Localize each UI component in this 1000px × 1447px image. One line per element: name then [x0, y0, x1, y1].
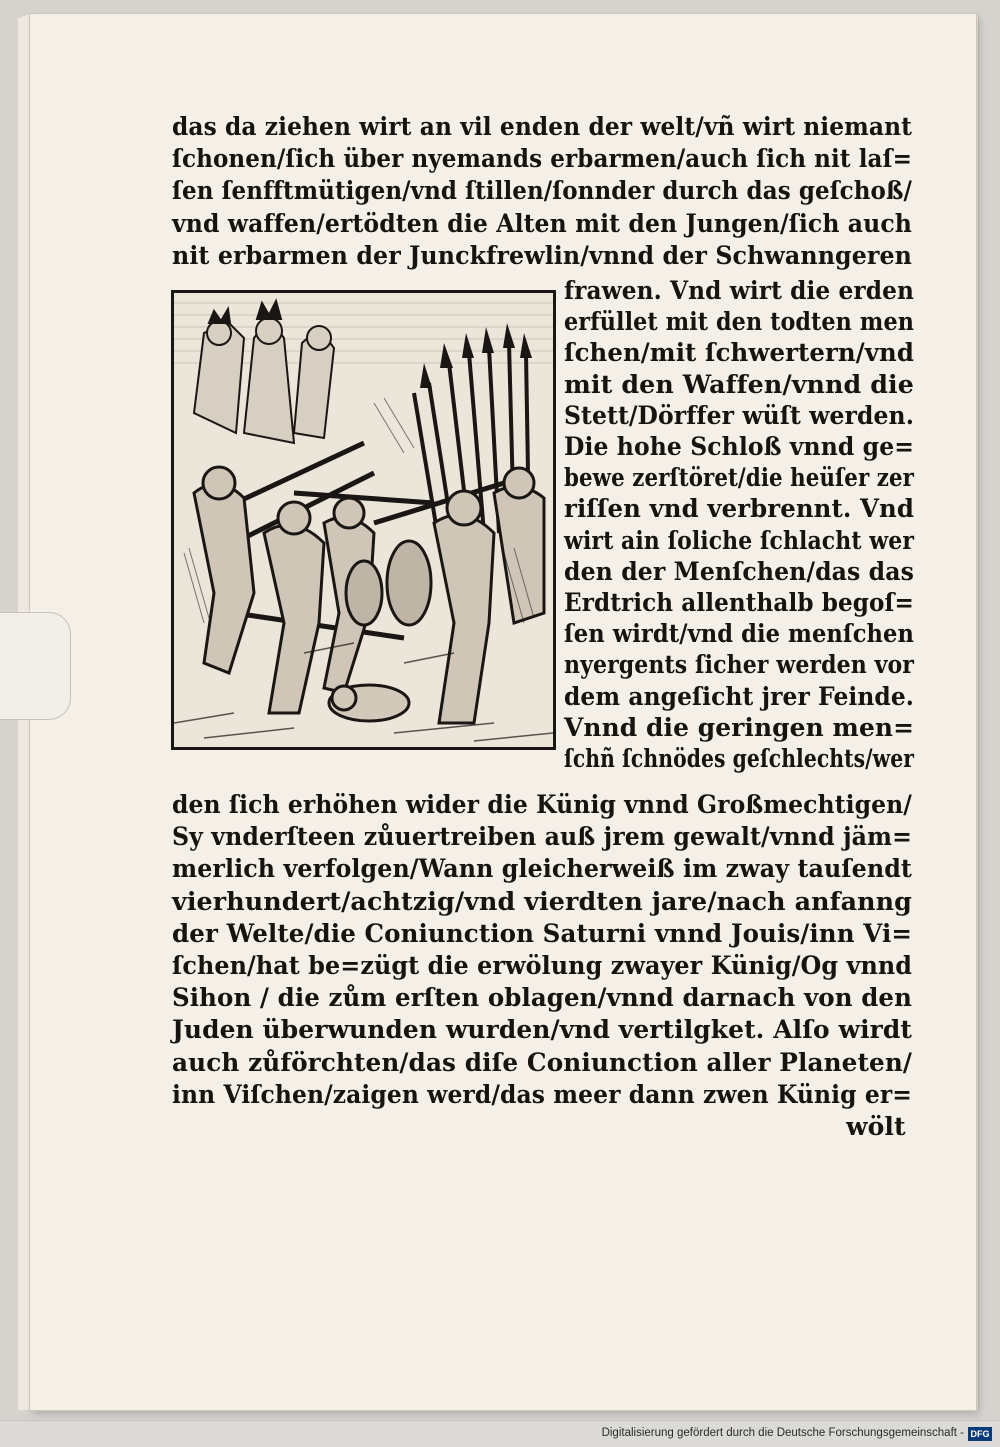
text-line: vnd waffen/ertödten die Alten mit den Jungen/ſich auch	[172, 208, 912, 238]
footer-bar	[0, 1420, 1000, 1447]
text-line: dem angeſicht jrer Feinde.	[564, 681, 915, 711]
dfg-credit: Digitalisierung gefördert durch die Deutsche Forschungsgemeinschaft -	[601, 1427, 964, 1439]
text-line: das da ziehen wirt an vil enden der welt/vñ wirt niemant	[172, 112, 913, 141]
text-line: nyergents ſicher werden vor	[564, 650, 914, 680]
text-line: riſſen vnd verbrennt. Vnd	[564, 494, 915, 524]
text-line: nit erbarmen der Junckfrewlin/vnnd der Schwanngeren	[172, 240, 912, 270]
text-line: ſchen/mit ſchwertern/vnd	[564, 338, 915, 368]
text-line: Erdtrich allenthalb begoſ=	[564, 588, 915, 617]
text-line: ſchonen/ſich über nyemands erbarmen/auch ſich nit laſ=	[172, 144, 912, 174]
woodcut-illustration	[171, 290, 556, 750]
battle-scene-woodcut	[174, 293, 553, 747]
text-line: frawen. Vnd wirt die erden	[564, 276, 914, 305]
text-line: Sy vnderſteen zůuertreiben auß jrem gewalt/vnnd jäm=	[172, 822, 913, 852]
text-line: vierhundert/achtzig/vnd vierdten jare/nach anfanng	[172, 886, 913, 916]
text-line: erfüllet mit den todten men	[564, 307, 915, 337]
text-line: Vnnd die geringen men=	[564, 712, 915, 742]
text-line: ſchen/hat be=zügt die erwölung zwayer Künig/Og vnnd	[172, 951, 913, 980]
text-line: ſchñ ſchnödes geſchlechts/wer	[564, 744, 914, 773]
text-line: Sihon / die zům erſten oblagen/vnnd darnach von den	[172, 983, 912, 1013]
text-line: auch zůförchten/das diſe Coniunction aller Planeten/	[172, 1047, 913, 1077]
text-line: Die hohe Schloß vnnd ge=	[564, 432, 915, 461]
text-line: Juden überwunden wurden/vnd vertilgket. Alſo wirdt	[172, 1015, 912, 1045]
text-line: wölt	[846, 1112, 906, 1141]
text-line: mit den Waffen/vnnd die	[564, 369, 915, 399]
text-line: Stett/Dörffer wüſt werden.	[564, 400, 914, 430]
text-line: ſen wirdt/vnd die menſchen	[564, 619, 915, 649]
text-line: der Welte/die Coniunction Saturni vnnd Jouis/inn Vi=	[172, 918, 913, 948]
text-line: wirt ain ſoliche ſchlacht wer	[564, 525, 915, 555]
dfg-logo: DFG	[968, 1427, 992, 1441]
text-line: merlich verfolgen/Wann gleicherweiß im zway tauſendt	[172, 854, 913, 884]
text-line: bewe zerſtöret/die heüſer zer	[564, 463, 915, 493]
text-line: den ſich erhöhen wider die Künig vnnd Großmechtigen/	[172, 790, 912, 819]
text-line: ſen ſenfftmütigen/vnd ſtillen/ſonnder durch das geſchoß/	[172, 176, 913, 206]
text-line: den der Menſchen/das das	[564, 556, 914, 586]
text-line: inn Viſchen/zaigen werd/das meer dann zwen Künig er=	[172, 1079, 913, 1109]
paper-tab	[0, 612, 71, 720]
